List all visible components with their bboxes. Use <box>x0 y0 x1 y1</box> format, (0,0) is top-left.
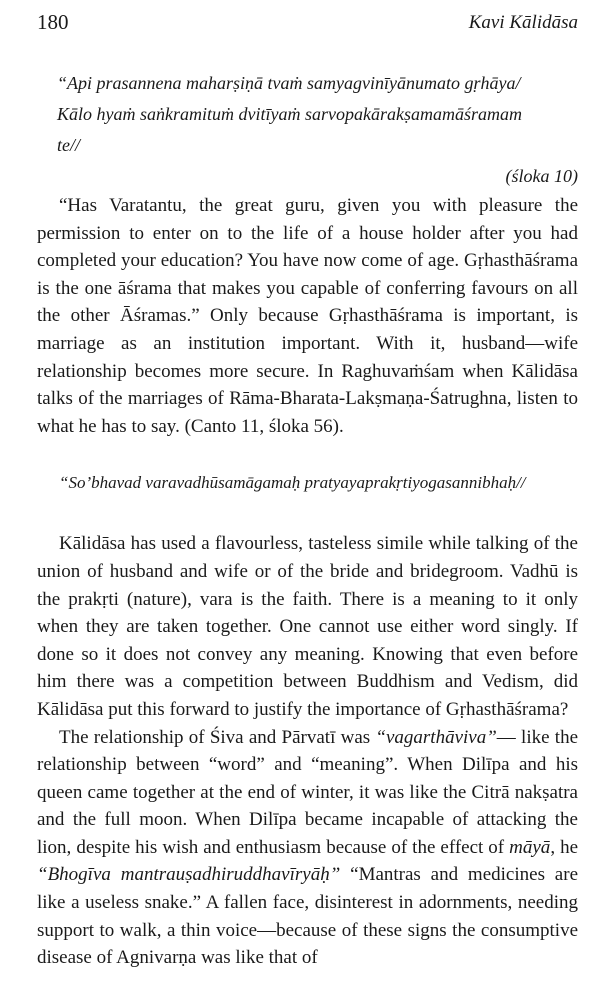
paragraph-simile: Kālidāsa has used a flavourless, tasteless simile while talking of the union of husband and wife or of the bride and bridegroom. Vadhū is the prakṛti (nature), vara is the faith. There is a meaning to it only when they are taken together. One cannot use either word singly. If done so it does not convey any meaning. Knowing that even before him there was a competition between Buddhism and Vedism, did Kālidāsa put this forward to justify the importance of Gṛhasthāśrama? <box>37 533 578 720</box>
sanskrit-verse-2: “So’bhavad varavadhūsamāgamaḥ pratyayaprakṛtiyogasannibhaḥ// <box>59 473 526 493</box>
verse-line: “Api prasannena maharṣiṇā tvaṁ samyagvinīyānumato gṛhāya/ <box>57 73 521 93</box>
page-content <box>37 68 578 972</box>
verse-line: te// <box>57 135 80 155</box>
running-head <box>37 10 578 40</box>
page-number: 180 <box>37 10 69 34</box>
paragraph-relationship <box>37 724 578 972</box>
italic-term: māyā <box>509 836 551 858</box>
sanskrit-verse-1 <box>37 68 578 161</box>
text-run: The relationship of Śiva and Pārvatī was <box>59 726 376 748</box>
verse-reference: (śloka 10) <box>505 166 578 186</box>
text-run: , he <box>550 836 579 858</box>
verse-line: Kālo hyaṁ saṅkramituṁ dvitīyaṁ sarvopakārakṣamamāśramam <box>57 104 522 124</box>
text-run: — like the relationship between “word” and “meaning”. When Dilīpa and his queen came together at the end of winter, it was like the Citrā nakṣatra and the full moon. When Dilīpa became incapable of attacking the lion, despite his wish and enthusiasm because of the effect of <box>37 726 578 858</box>
italic-term: “Bhogīva mantrauṣadhiruddhavīryāḥ” <box>37 864 341 886</box>
running-title: Kavi Kālidāsa <box>468 12 578 33</box>
paragraph-translation: “Has Varatantu, the great guru, given you with pleasure the permission to enter on to the life of a house holder after you had completed your education? You have now come of age. Gṛhasthāśrama is the one āśrama that makes you capable of conferring favours on all the other Āśramas.” Only because Gṛhasthāśrama is important, is marriage as an institution important. With it, husband—wife relationship becomes more secure. In Raghuvaṁśam when Kālidāsa talks of the marriages of Rāma-Bharata-Lakṣmaṇa-Śatrughna, listen to what he has to say. (Canto 11, śloka 56). <box>37 195 578 437</box>
text-run: “Mantras and medicines are like a useless snake.” A fallen face, disinterest in adornments, needing support to walk, a thin voice—because of these signs the consumptive disease of Agnivarṇa was like that of <box>37 864 578 969</box>
italic-term: “vagarthāviva” <box>375 726 497 748</box>
